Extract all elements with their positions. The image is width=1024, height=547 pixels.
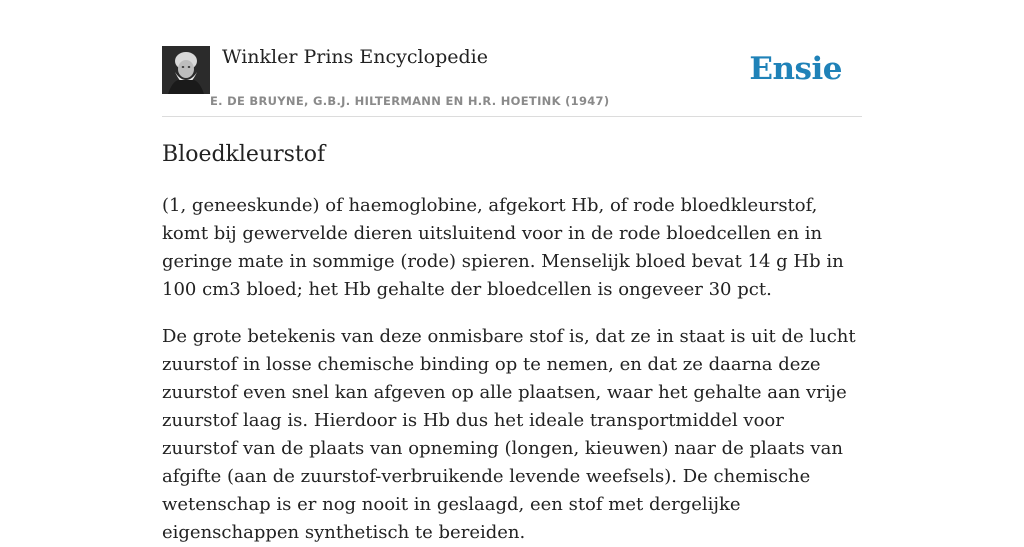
ensie-logo[interactable]: Ensie — [749, 51, 842, 87]
article-title: Bloedkleurstof — [162, 142, 326, 167]
author-portrait — [162, 46, 210, 94]
article — [162, 139, 862, 547]
source-header — [162, 46, 862, 117]
portrait-photo-icon — [162, 46, 210, 94]
article-paragraph: De grote betekenis van deze onmisbare stof is, dat ze in staat is uit de lucht zuurstof in losse chemische binding op te nemen, en dat ze daarna deze zuurstof even snel kan afgeven op alle plaatsen, waar het gehalte aan vrije zuurstof laag is. Hierdoor is Hb dus het ideale transportmiddel voor zuurstof van de plaats van opneming (longen, kieuwen) naar de plaats van afgifte (aan de zuurstof-verbruikende levende weefsels). De chemische wetenschap is er nog nooit in geslaagd, een stof met dergelijke eigenschappen synthetisch te bereiden. — [162, 326, 856, 543]
source-authors: E. DE BRUYNE, G.B.J. HILTERMANN EN H.R. HOETINK (1947) — [210, 94, 610, 108]
source-title[interactable]: Winkler Prins Encyclopedie — [222, 46, 488, 68]
article-paragraph: (1, geneeskunde) of haemoglobine, afgekort Hb, of rode bloedkleurstof, komt bij gewervelde dieren uitsluitend voor in de rode bloedcellen en in geringe mate in sommige (rode) spieren. Menselijk bloed bevat 14 g Hb in 100 cm3 bloed; het Hb gehalte der bloedcellen is ongeveer 30 pct. — [162, 195, 844, 300]
